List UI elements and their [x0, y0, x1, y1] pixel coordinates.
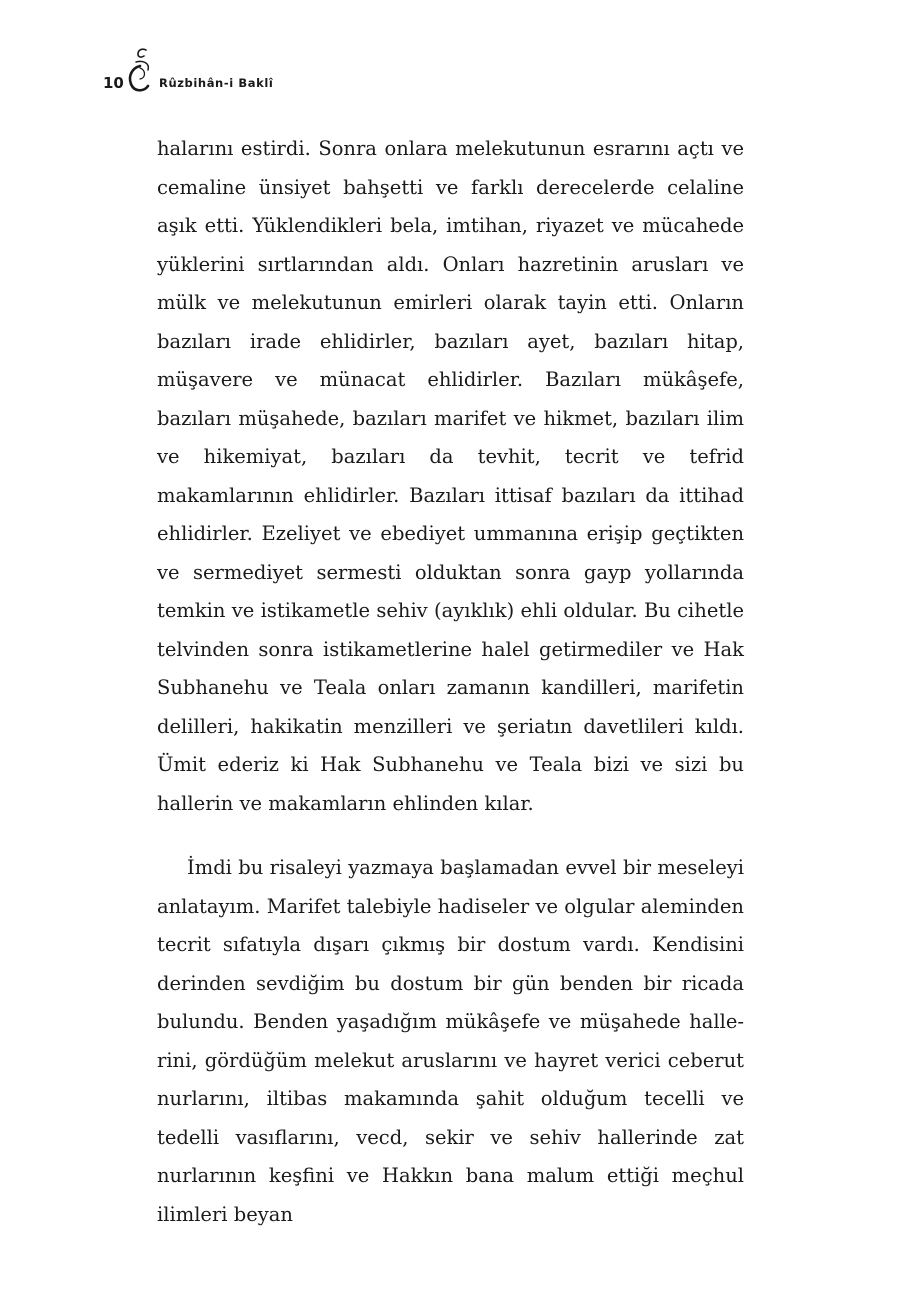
paragraph: halarını estirdi. Sonra onlara melekutunun esrarını açtı ve cemaline ünsiyet bahşetti ve farklı derecelerde celaline aşık etti. Yüklendikleri bela, imtihan, riyazet ve mücahede yüklerini sırtlarından aldı. Onları hazretinin arusları ve mülk ve melekutunun emirleri olarak tayin etti. Onların bazıları irade ehlidirler, bazıları ayet, bazıları hitap, müşavere ve münacat ehlidirler. Bazıları mükâşefe, bazıları müşahede, bazıları marifet ve hikmet, bazıları ilim ve hikemiyat, bazıları da tevhit, tecrit ve tefrid makamlarının ehlidirler. Bazıları ittisaf bazıları da ittihad ehlidirler. Ezeliyet ve ebediyet ummanına erişip geçtikten ve sermediyet sermesti olduktan sonra gayp yollarında temkin ve istikametle sehiv (ayıklık) ehli oldular. Bu cihetle telvinden sonra istikametlerine halel getirmediler ve Hak Subhanehu ve Teala onları zamanın kandilleri, marifetin delilleri, hakikatin menzilleri ve şeriatın davetlileri kıldı. Ümit ederiz ki Hak Subhanehu ve Teala bizi ve sizi bu hallerin ve makamların ehlinden kılar. [157, 137, 744, 815]
calligraphic-ornament-icon [126, 46, 154, 96]
paragraph: İmdi bu risaleyi yazmaya başlamadan evvel bir meseleyi anlatayım. Marifet talebiyle hadiseler ve olgular aleminden tecrit sıfatıyla dışarı çıkmış bir dostum vardı. Kendisini derinden sevdiğim bu dostum bir gün benden bir ricada bulundu. Benden yaşadığım mükâşefe ve müşahede hallerini, gördüğüm melekut aruslarını ve hayret verici ceberut nurlarını, iltibas makamında şahit olduğum tecelli ve tedelli vasıflarını, vecd, sekir ve sehiv hallerinde zat nurlarının keşfini ve Hakkın bana malum ettiği meçhul ilimleri beyan [157, 856, 744, 1226]
page-number: 10 [103, 74, 124, 92]
page-header [103, 46, 503, 96]
body-text [157, 130, 744, 1234]
running-title: Rûzbihân-i Baklî [159, 76, 274, 90]
